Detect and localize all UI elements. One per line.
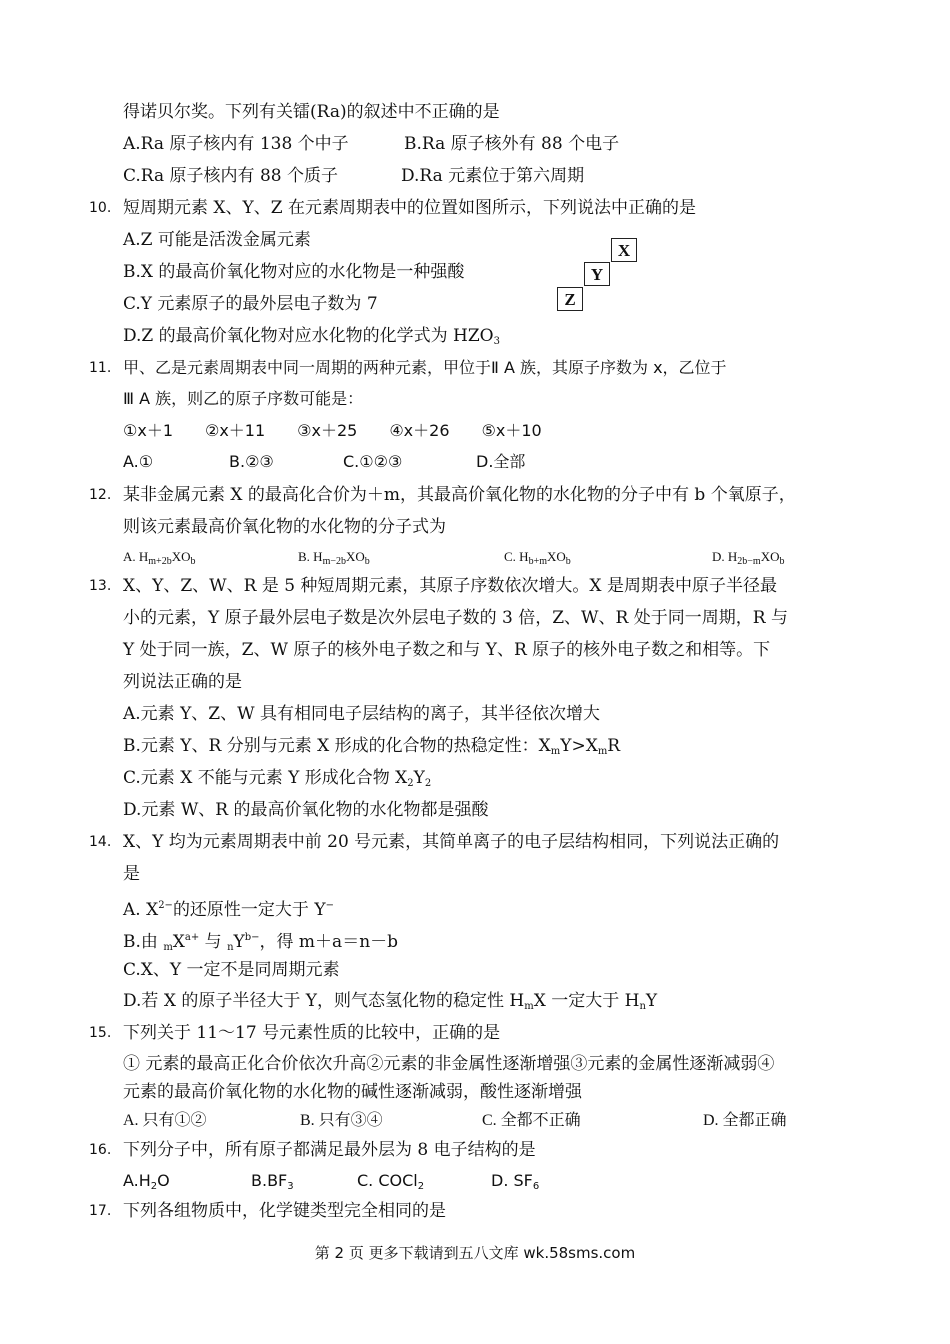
q9-option-b: B.Ra 原子核外有 88 个电子 (404, 134, 620, 154)
q11-choices: ①x＋1 ②x＋11 ③x＋25 ④x＋26 ⑤x＋10 (123, 421, 542, 440)
q13-number: 13. (89, 578, 112, 594)
text-fragment: B.BF (251, 1171, 288, 1190)
q10-number: 10. (89, 200, 112, 216)
q15-number: 15. (89, 1025, 112, 1041)
q12-stem-2: 则该元素最高价氧化物的水化物的分子式为 (123, 517, 446, 537)
text-fragment: − (325, 900, 334, 911)
q10-option-d (123, 325, 500, 353)
text-fragment: m (597, 746, 608, 757)
text-fragment: C. COCl (357, 1171, 418, 1190)
text-fragment: XO (760, 549, 780, 564)
text-fragment: XO (171, 549, 191, 564)
text-fragment: 3 (493, 336, 500, 347)
q11-option-b: B.②③ (229, 452, 274, 471)
text-fragment: Y (233, 932, 245, 952)
q16-option-a (123, 1170, 170, 1198)
q9-option-d: D.Ra 元素位于第六周期 (401, 166, 585, 186)
text-fragment: 的还原性一定大于 Y (172, 900, 326, 920)
q16-number: 16. (89, 1142, 112, 1158)
text-fragment: A. H (123, 549, 149, 564)
q12-number: 12. (89, 487, 112, 503)
q11-stem-2: Ⅲ A 族，则乙的原子序数可能是： (123, 389, 364, 408)
q14-number: 14. (89, 834, 112, 850)
q15-option-d: D. 全都正确 (703, 1112, 787, 1129)
text-fragment: C. H (504, 549, 529, 564)
q12-option-b (298, 546, 370, 573)
text-fragment: D.Z 的最高价氧化物对应水化物的化学式为 HZO (123, 326, 494, 346)
element-y-cell: Y (584, 262, 610, 286)
text-fragment: C.元素 X 不能与元素 Y 形成化合物 X (123, 768, 408, 788)
q15-option-b: B. 只有③④ (300, 1112, 383, 1129)
text-fragment: 与 (199, 932, 228, 952)
text-fragment: b+m (528, 556, 547, 567)
text-fragment: ，得 m＋a＝n－b (259, 932, 399, 952)
q10-option-c: C.Y 元素原子的最外层电子数为 7 (123, 294, 378, 314)
text-fragment: XO (345, 549, 365, 564)
text-fragment: B.由 (123, 932, 164, 952)
text-fragment: 2 (407, 778, 414, 789)
element-x-cell: X (611, 238, 637, 262)
q13-stem-3: Y 处于同一族，Z、W 原子的核外电子数之和与 Y、R 原子的核外电子数之和相等。下 (123, 640, 771, 660)
q11-option-a: A.① (123, 452, 154, 471)
q15-option-a: A. 只有①② (123, 1112, 207, 1129)
text-fragment: 6 (532, 1181, 540, 1192)
q16-stem: 下列分子中，所有原子都满足最外层为 8 电子结构的是 (123, 1140, 536, 1160)
text-fragment: 3 (287, 1181, 294, 1192)
text-fragment: m (524, 1001, 534, 1012)
q10-option-b: B.X 的最高价氧化物对应的水化物是一种强酸 (123, 262, 465, 282)
q9-option-c: C.Ra 原子核内有 88 个质子 (123, 166, 338, 186)
q13-stem-1: X、Y、Z、W、R 是 5 种短周期元素，其原子序数依次增大。X 是周期表中原子半径最 (123, 576, 777, 596)
q16-option-d (491, 1170, 539, 1198)
q12-stem-1: 某非金属元素 X 的最高化合价为＋m，其最高价氧化物的水化物的分子中有 b 个氧原子， (123, 485, 796, 505)
q14-option-c: C.X、Y 一定不是同周期元素 (123, 960, 340, 980)
text-fragment: Y (645, 991, 658, 1011)
text-fragment: m (550, 746, 561, 757)
q9-stem: 得诺贝尔奖。下列有关镭(Ra)的叙述中不正确的是 (123, 102, 500, 122)
q13-option-d: D.元素 W、R 的最高价氧化物的水化物都是强酸 (123, 800, 489, 820)
text-fragment: D. SF (491, 1171, 533, 1190)
text-fragment: b (190, 556, 196, 567)
page-footer: 第 2 页 更多下载请到五八文库 wk.58sms.com (314, 1244, 636, 1262)
text-fragment: m−2b (322, 556, 346, 567)
text-fragment: m (163, 942, 173, 953)
text-fragment: B.元素 Y、R 分别与元素 X 形成的化合物的热稳定性：X (123, 736, 551, 756)
text-fragment: n (639, 1001, 646, 1012)
text-fragment: b (565, 556, 571, 567)
text-fragment: 2 (424, 778, 432, 789)
q13-option-a: A.元素 Y、Z、W 具有相同电子层结构的离子，其半径依次增大 (123, 704, 600, 724)
q17-stem: 下列各组物质中，化学键类型完全相同的是 (123, 1201, 446, 1221)
q12-option-c (504, 546, 571, 573)
text-fragment: Y (413, 768, 425, 788)
q9-option-a: A.Ra 原子核内有 138 个中子 (123, 134, 349, 154)
q12-option-a (123, 546, 195, 573)
text-fragment: A.H (123, 1171, 151, 1190)
q13-stem-4: 列说法正确的是 (123, 672, 242, 692)
q15-option-c: C. 全都不正确 (482, 1112, 581, 1129)
text-fragment: D. H (712, 549, 738, 564)
q14-option-b (123, 927, 398, 959)
q14-stem-1: X、Y 均为元素周期表中前 20 号元素，其简单离子的电子层结构相同，下列说法正确的 (123, 832, 780, 852)
text-fragment: n (227, 942, 234, 953)
text-fragment: a+ (184, 932, 200, 943)
q11-option-d: D.全部 (476, 452, 526, 471)
q15-statement-1: ① 元素的最高正化合价依次升高②元素的非金属性逐渐增强③元素的金属性逐渐减弱④ (123, 1054, 775, 1074)
text-fragment: 2b−m (737, 556, 761, 567)
q11-number: 11. (89, 360, 112, 376)
q10-option-a: A.Z 可能是活泼金属元素 (123, 230, 311, 250)
text-fragment: Y>X (560, 736, 598, 756)
text-fragment: b− (244, 932, 260, 943)
q11-stem-1: 甲、乙是元素周期表中同一周期的两种元素，甲位于Ⅱ A 族，其原子序数为 x，乙位于 (123, 358, 727, 377)
q10-stem: 短周期元素 X、Y、Z 在元素周期表中的位置如图所示，下列说法中正确的是 (123, 198, 696, 218)
text-fragment: b (779, 556, 785, 567)
text-fragment: A. X (123, 900, 159, 920)
q14-stem-2: 是 (123, 864, 140, 884)
text-fragment: B. H (298, 549, 323, 564)
q12-option-d (712, 546, 784, 573)
text-fragment: R (607, 736, 621, 756)
q16-option-c (357, 1170, 424, 1198)
text-fragment: XO (546, 549, 566, 564)
text-fragment: m+2b (148, 556, 172, 567)
element-z-cell: Z (557, 287, 583, 311)
q13-option-c (123, 767, 431, 795)
text-fragment: X 一定大于 H (533, 991, 640, 1011)
text-fragment: 2 (417, 1181, 425, 1192)
text-fragment: b (364, 556, 370, 567)
q13-option-b (123, 735, 620, 763)
q14-option-d (123, 990, 657, 1018)
text-fragment: O (157, 1171, 170, 1190)
q11-option-c: C.①②③ (343, 452, 403, 471)
q16-option-b (251, 1170, 294, 1198)
q14-option-a (123, 895, 334, 921)
q15-stem: 下列关于 11～17 号元素性质的比较中，正确的是 (123, 1023, 501, 1043)
q13-stem-2: 小的元素，Y 原子最外层电子数是次外层电子数的 3 倍，Z、W、R 处于同一周期，R 与 (123, 608, 788, 628)
q15-statement-2: 元素的最高价氧化物的水化物的碱性逐渐减弱，酸性逐渐增强 (123, 1082, 582, 1102)
text-fragment: D.若 X 的原子半径大于 Y，则气态氢化物的稳定性 H (123, 991, 525, 1011)
q17-number: 17. (89, 1203, 112, 1219)
text-fragment: 2 (150, 1181, 158, 1192)
text-fragment: 2− (158, 900, 173, 911)
text-fragment: X (172, 932, 185, 952)
